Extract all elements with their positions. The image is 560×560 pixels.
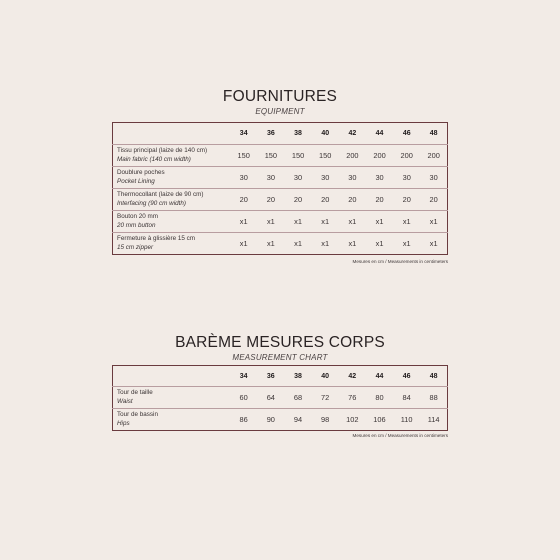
row-label-fr: Bouton 20 mm: [117, 213, 158, 220]
cell-value: x1: [366, 211, 393, 233]
fournitures-subtitle: EQUIPMENT: [255, 107, 305, 116]
cell-value: 110: [400, 415, 413, 424]
cell-value: x1: [230, 211, 257, 233]
cell-value: 30: [257, 167, 284, 189]
cell-value: 200: [339, 145, 366, 167]
cell-value: 200: [366, 145, 393, 167]
cell-value: x1: [393, 211, 420, 233]
cell-value: x1: [239, 239, 248, 248]
cell-value: 200: [420, 145, 447, 167]
cell-value: 30: [366, 167, 393, 189]
cell-value: x1: [266, 239, 275, 248]
size-header: 44: [366, 123, 393, 145]
cell-value: 150: [230, 145, 257, 167]
cell-value: 98: [321, 415, 330, 424]
table-row: [113, 167, 448, 189]
cell-value: 150: [284, 145, 311, 167]
size-header: 34: [230, 366, 257, 387]
size-header: 46: [393, 123, 420, 145]
row-label: [113, 145, 231, 167]
size-header: 38: [284, 123, 311, 145]
bareme-title: BARÈME MESURES CORPS: [175, 334, 385, 351]
row-label-en: Interfacing (90 cm width): [117, 199, 186, 207]
size-header: 48: [420, 366, 447, 387]
table-row: [113, 409, 448, 431]
row-label: [113, 167, 231, 189]
size-header: 40: [312, 123, 339, 145]
cell-value: x1: [402, 239, 411, 248]
cell-value: 20: [393, 189, 420, 211]
size-header: 36: [257, 366, 284, 387]
size-header: 40: [312, 366, 339, 387]
bareme-header: [0, 334, 560, 362]
row-label-en: Hips: [117, 419, 130, 427]
cell-value: 114: [427, 415, 440, 424]
cell-value: x1: [375, 239, 384, 248]
cell-value: 80: [366, 387, 393, 409]
cell-value: 20: [366, 189, 393, 211]
fournitures-units-note: Mesures en cm / Measurements in centimeters: [352, 259, 448, 264]
table-header-row: [113, 123, 448, 145]
cell-value: 30: [420, 167, 447, 189]
table-row: [113, 211, 448, 233]
cell-value: 20: [257, 189, 284, 211]
row-label-fr: Fermeture à glissière 15 cm: [117, 235, 196, 242]
table-row: [113, 145, 448, 167]
cell-value: x1: [312, 211, 339, 233]
cell-value: 68: [284, 387, 311, 409]
header-label-cell: [113, 123, 231, 145]
size-header: 48: [420, 123, 447, 145]
cell-value: x1: [429, 239, 438, 248]
cell-value: 94: [293, 415, 303, 424]
cell-value: 88: [420, 387, 447, 409]
size-header: 42: [339, 123, 366, 145]
cell-value: 72: [312, 387, 339, 409]
cell-value: 30: [312, 167, 339, 189]
table-row: [113, 189, 448, 211]
size-header: 44: [366, 366, 393, 387]
row-label-fr: Doublure poches: [117, 169, 165, 176]
cell-value: x1: [257, 211, 284, 233]
cell-value: x1: [420, 211, 447, 233]
row-label: [113, 189, 231, 211]
cell-value: 30: [230, 167, 257, 189]
fournitures-title: FOURNITURES: [222, 88, 338, 105]
size-header: 42: [339, 366, 366, 387]
size-header: 34: [230, 123, 257, 145]
table-row: [113, 233, 448, 255]
cell-value: 106: [373, 415, 386, 424]
size-header: 46: [393, 366, 420, 387]
table-row: [113, 387, 448, 409]
cell-value: x1: [284, 211, 311, 233]
cell-value: 20: [420, 189, 447, 211]
row-label-en: 20 mm button: [117, 221, 156, 229]
cell-value: 150: [312, 145, 339, 167]
row-label: [113, 387, 231, 409]
row-label: [113, 233, 231, 255]
cell-value: 30: [339, 167, 366, 189]
row-label-en: Pocket Lining: [117, 177, 155, 185]
cell-value: 86: [239, 415, 248, 424]
cell-value: x1: [348, 239, 357, 248]
cell-value: 76: [339, 387, 366, 409]
cell-value: 90: [266, 415, 275, 424]
cell-value: 64: [257, 387, 284, 409]
table-header-row: [113, 366, 448, 387]
row-label-fr: Tour de taille: [117, 389, 153, 396]
cell-value: 20: [312, 189, 339, 211]
cell-value: x1: [294, 239, 302, 248]
header-label-cell: [113, 366, 231, 387]
cell-value: x1: [321, 239, 330, 248]
bareme-subtitle: MEASUREMENT CHART: [232, 353, 328, 362]
cell-value: 30: [284, 167, 311, 189]
cell-value: 20: [230, 189, 257, 211]
row-label-en: 15 cm zipper: [117, 243, 154, 251]
bareme-table: [112, 365, 448, 431]
cell-value: 102: [346, 415, 359, 424]
cell-value: 20: [339, 189, 366, 211]
size-header: 36: [257, 123, 284, 145]
row-label-en: Waist: [117, 397, 133, 405]
row-label-fr: Tour de bassin: [117, 411, 158, 418]
size-header: 38: [284, 366, 311, 387]
cell-value: 200: [393, 145, 420, 167]
row-label-en: Main fabric (140 cm width): [117, 155, 191, 163]
row-label: [113, 211, 231, 233]
cell-value: x1: [339, 211, 366, 233]
cell-value: 150: [257, 145, 284, 167]
bareme-units-note: Mesures en cm / Measurements in centimeters: [352, 433, 448, 438]
row-label: [113, 409, 231, 431]
fournitures-table: [112, 122, 448, 255]
row-label-fr: Tissu principal (laize de 140 cm): [117, 147, 208, 154]
fournitures-header: [0, 88, 560, 116]
cell-value: 30: [393, 167, 420, 189]
cell-value: 84: [393, 387, 420, 409]
cell-value: 20: [284, 189, 311, 211]
row-label-fr: Thermocollant (laize de 90 cm): [117, 191, 204, 198]
cell-value: 60: [230, 387, 257, 409]
